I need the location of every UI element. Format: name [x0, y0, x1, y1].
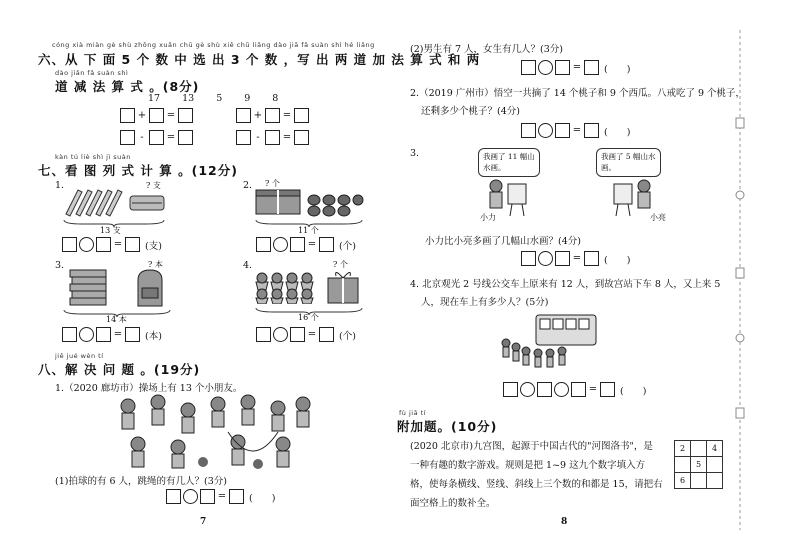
total-label: 11 个	[298, 226, 319, 235]
question-label: ? 个	[265, 179, 280, 188]
answer-box[interactable]	[256, 237, 271, 252]
cupcakes-and-gift-image	[254, 268, 364, 304]
answer-box[interactable]	[236, 108, 251, 123]
question-2-line2: 还剩多少个桃子？(4分)	[421, 106, 520, 117]
equation-row: = ( )	[521, 60, 630, 75]
operator-circle[interactable]	[183, 489, 198, 504]
magic-square-grid	[674, 440, 723, 489]
answer-box[interactable]	[265, 130, 280, 145]
number: 17	[148, 93, 161, 104]
question-4-line2: 人，现在车上有多少人？(5分)	[421, 297, 549, 308]
answer-box[interactable]	[120, 130, 135, 145]
operator-circle[interactable]	[273, 327, 288, 342]
answer-box[interactable]	[319, 327, 334, 342]
bonus-line: (2020 北京市)九宫图，起源于中国古代的"河图洛书"，是	[410, 441, 653, 452]
equation-row: = ( )	[521, 251, 630, 266]
answer-box[interactable]	[62, 327, 77, 342]
bonus-pinyin: fù jiā tí	[399, 409, 426, 417]
answer-box[interactable]	[584, 251, 599, 266]
answer-box[interactable]	[521, 60, 536, 75]
answer-box[interactable]	[256, 327, 271, 342]
answer-box[interactable]	[584, 123, 599, 138]
operator-circle[interactable]	[554, 382, 569, 397]
bonus-line: 面空格上的数补全。	[410, 498, 496, 509]
question-3: 3.	[410, 148, 420, 159]
grid-cell[interactable]	[707, 457, 723, 473]
number: 13	[182, 93, 195, 104]
name-xiaoli: 小力	[480, 213, 496, 222]
page-number-left: 7	[200, 517, 207, 527]
section8-pinyin: jiě jué wèn tí	[55, 352, 104, 360]
question-label: ? 本	[148, 260, 163, 269]
section7-pinyin: kàn tú liè shì jì suàn	[55, 153, 131, 161]
section7-title: 七、看 图 列 式 计 算 。(12分)	[38, 163, 238, 178]
answer-box[interactable]	[178, 108, 193, 123]
name-xiaoliang: 小亮	[650, 213, 666, 222]
speech-bubble-xiaoliang: 我画了 5 幅山水 画。	[596, 148, 661, 177]
speech-bubble-xiaoli: 我画了 11 幅山 水画。	[478, 148, 540, 177]
answer-box[interactable]	[503, 382, 518, 397]
operator-circle[interactable]	[79, 327, 94, 342]
page-number-right: 8	[561, 517, 568, 527]
addition-equation-1: + =	[120, 108, 193, 123]
section6-numbers	[148, 93, 278, 104]
section6-pinyin2: dào jiǎn fǎ suàn shì	[55, 69, 129, 77]
playground-children-image	[108, 392, 318, 472]
binding-margin-line	[734, 30, 746, 530]
books-and-backpack-image	[68, 268, 168, 308]
answer-box[interactable]	[521, 123, 536, 138]
answer-box[interactable]	[294, 130, 309, 145]
equation-row: = ( )	[166, 489, 275, 504]
item-number: 3.	[55, 260, 65, 271]
grid-cell[interactable]	[691, 473, 707, 489]
total-label: 13 支	[100, 226, 121, 235]
number: 8	[272, 93, 279, 104]
number: 5	[216, 93, 223, 104]
answer-box[interactable]	[62, 237, 77, 252]
answer-box[interactable]	[555, 251, 570, 266]
total-label: 16 个	[298, 313, 319, 322]
question-1b: (2)男生有 7 人，女生有几人？(3分)	[410, 44, 563, 55]
equation-row: = (支)	[62, 237, 162, 252]
section6-title2: 道 减 法 算 式 。(8分)	[55, 79, 200, 94]
operator-circle[interactable]	[273, 237, 288, 252]
answer-box[interactable]	[125, 237, 140, 252]
question-2-line1: 2.（2019 广州市）悟空一共摘了 14 个桃子和 9 个西瓜。八戒吃了 9 个桃子，	[410, 88, 746, 99]
equation-row: = (本)	[62, 327, 162, 342]
grid-cell[interactable]: 5	[691, 457, 707, 473]
answer-box[interactable]	[96, 327, 111, 342]
answer-box[interactable]	[178, 130, 193, 145]
answer-box[interactable]	[290, 327, 305, 342]
total-label: 14 本	[106, 315, 127, 324]
grid-cell[interactable]	[691, 441, 707, 457]
grid-cell[interactable]	[707, 473, 723, 489]
answer-box[interactable]	[125, 327, 140, 342]
question-1a: (1)拍球的有 6 人，跳绳的有几人？(3分)	[55, 476, 227, 487]
section6-pinyin1: cóng xià miàn gè shù zhōng xuǎn chū gè shù xiě chū liǎng dào jiā fǎ suàn shì hé liǎng	[52, 41, 375, 49]
equation-row: = ( )	[521, 123, 630, 138]
answer-box[interactable]	[149, 108, 164, 123]
grid-cell[interactable]: 6	[675, 473, 691, 489]
answer-box[interactable]	[537, 382, 552, 397]
grid-cell[interactable]: 2	[675, 441, 691, 457]
operator-circle[interactable]	[538, 60, 553, 75]
answer-box[interactable]	[555, 60, 570, 75]
question-label: ? 个	[333, 260, 348, 269]
bonus-line: 一种有趣的数字游戏。规则是把 1~9 这九个数字填入方	[410, 460, 646, 471]
item-number: 2.	[243, 180, 253, 191]
number: 9	[244, 93, 251, 104]
answer-box[interactable]	[290, 237, 305, 252]
answer-box[interactable]	[229, 489, 244, 504]
subtraction-equation-1: - =	[120, 130, 193, 145]
bonus-title: 附加题。(10分)	[397, 419, 498, 434]
item-number: 4.	[243, 260, 253, 271]
answer-box[interactable]	[555, 123, 570, 138]
answer-box[interactable]	[294, 108, 309, 123]
answer-box[interactable]	[600, 382, 615, 397]
bus-and-passengers-image	[498, 313, 598, 369]
operator-circle[interactable]	[538, 123, 553, 138]
answer-box[interactable]	[166, 489, 181, 504]
answer-box[interactable]	[120, 108, 135, 123]
question-4-line1: 4. 北京观光 2 号线公交车上原来有 12 人，到故宫站下车 8 人，又上来 5	[410, 279, 721, 290]
subtraction-equation-2: - =	[236, 130, 309, 145]
section6-title1: 六、从 下 面 5 个 数 中 选 出 3 个 数 ，写 出 两 道 加 法 算 式 和 两	[38, 52, 481, 67]
question-1: 1.（2020 廊坊市）操场上有 13 个小朋友。	[55, 383, 243, 394]
equation-row: = (个)	[256, 237, 356, 252]
answer-box[interactable]	[571, 382, 586, 397]
equation-row: = ( )	[503, 382, 646, 397]
two-painters-image	[484, 178, 674, 218]
answer-box[interactable]	[319, 237, 334, 252]
giftbox-and-candies-image	[254, 188, 364, 218]
grid-cell[interactable]	[675, 457, 691, 473]
section8-title: 八、解 决 问 题 。(19分)	[38, 362, 201, 377]
answer-box[interactable]	[96, 237, 111, 252]
question-label: ? 支	[146, 181, 161, 190]
equation-row: = (个)	[256, 327, 356, 342]
grid-cell[interactable]: 4	[707, 441, 723, 457]
question-3-text: 小力比小亮多画了几幅山水画？(4分)	[425, 236, 581, 247]
answer-box[interactable]	[521, 251, 536, 266]
operator-circle[interactable]	[538, 251, 553, 266]
operator-circle[interactable]	[79, 237, 94, 252]
item-number: 1.	[55, 180, 65, 191]
bonus-line: 格，使每条横线、竖线、斜线上三个数的和都是 15，请把右	[410, 479, 663, 490]
addition-equation-2: + =	[236, 108, 309, 123]
answer-box[interactable]	[265, 108, 280, 123]
answer-box[interactable]	[236, 130, 251, 145]
answer-box[interactable]	[200, 489, 215, 504]
answer-box[interactable]	[149, 130, 164, 145]
answer-box[interactable]	[584, 60, 599, 75]
operator-circle[interactable]	[520, 382, 535, 397]
